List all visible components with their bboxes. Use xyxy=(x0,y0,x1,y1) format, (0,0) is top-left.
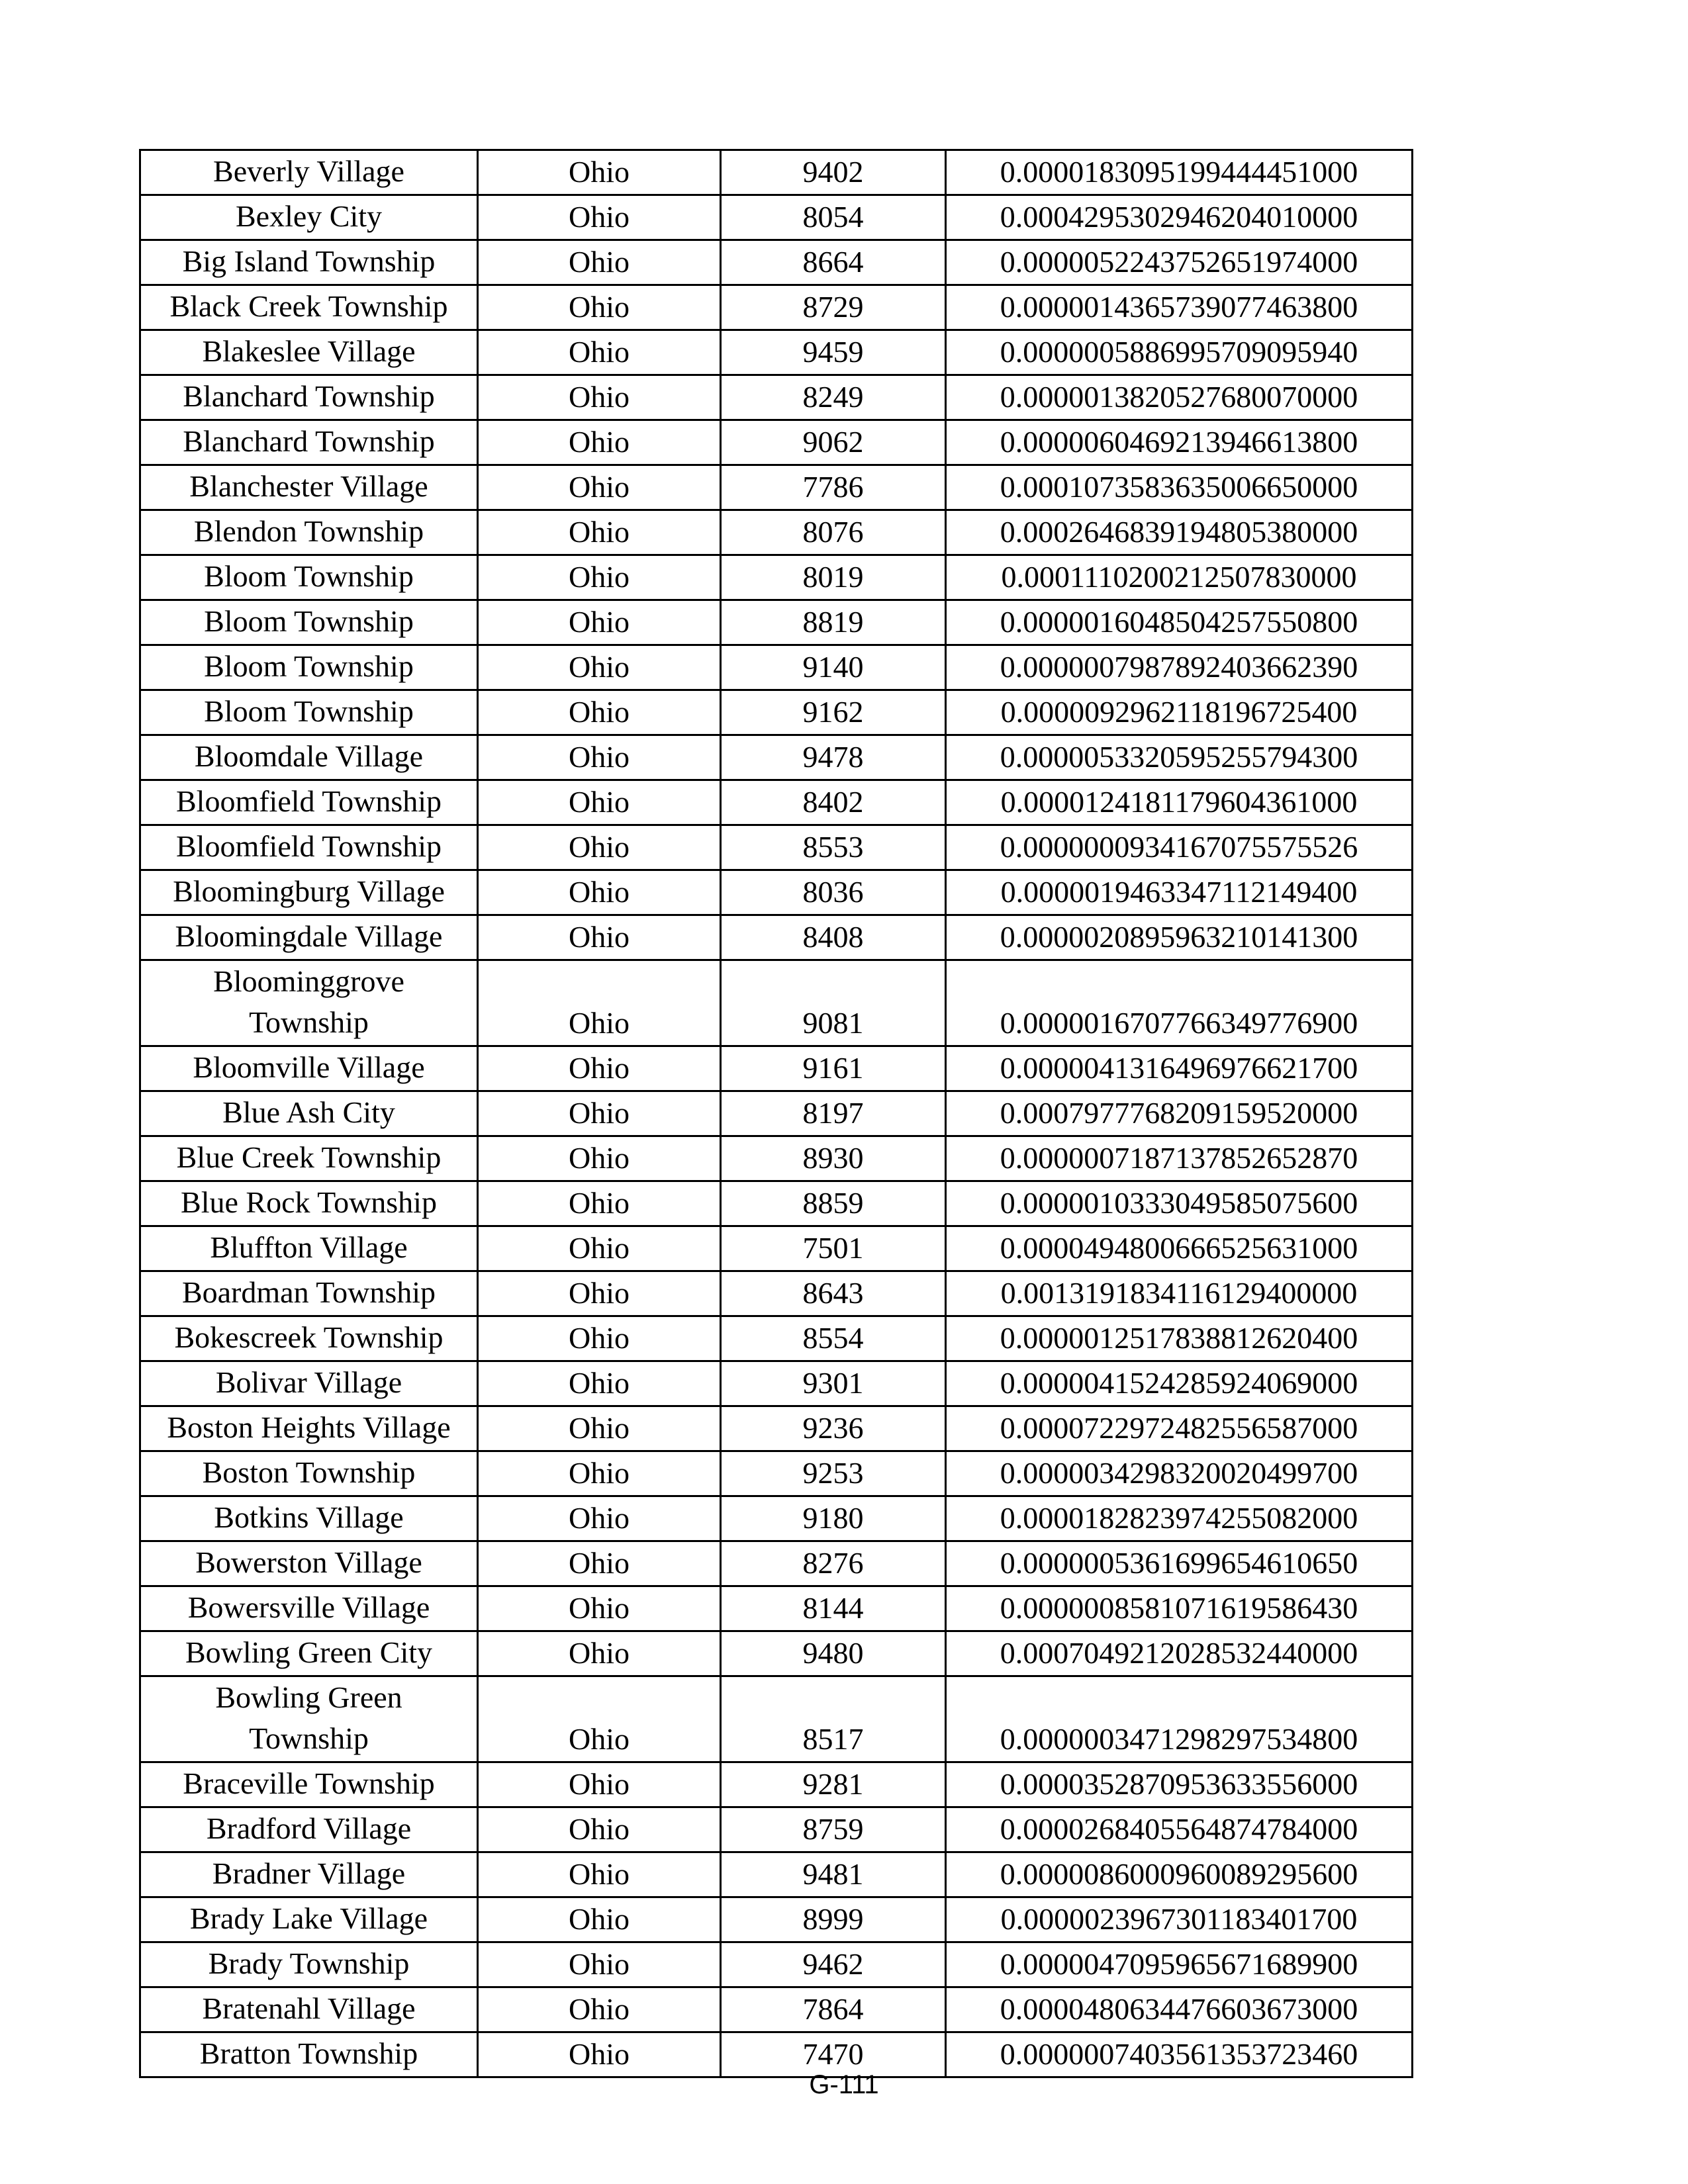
table-row xyxy=(140,1136,1413,1181)
cell-value: 0.0001073583635006650000 xyxy=(946,465,1413,510)
cell-value: 0.0000016707766349776900 xyxy=(946,960,1413,1046)
cell-code: 8999 xyxy=(721,1897,946,1942)
cell-value: 0.0000494800666525631000 xyxy=(946,1226,1413,1271)
table-row xyxy=(140,1762,1413,1807)
table-row xyxy=(140,1091,1413,1136)
cell-name: Big Island Township xyxy=(140,240,478,285)
cell-state: Ohio xyxy=(478,420,721,465)
table-row xyxy=(140,645,1413,690)
cell-code: 9081 xyxy=(721,960,946,1046)
cell-value: 0.0000005361699654610650 xyxy=(946,1541,1413,1586)
cell-value: 0.0000014365739077463800 xyxy=(946,285,1413,330)
cell-name: Bratenahl Village xyxy=(140,1987,478,2032)
table-row xyxy=(140,1631,1413,1676)
cell-value: 0.0000183095199444451000 xyxy=(946,150,1413,195)
cell-state: Ohio xyxy=(478,1496,721,1541)
cell-state: Ohio xyxy=(478,960,721,1046)
cell-code: 8664 xyxy=(721,240,946,285)
cell-code: 8759 xyxy=(721,1807,946,1852)
cell-code: 8019 xyxy=(721,555,946,600)
cell-name: Black Creek Township xyxy=(140,285,478,330)
cell-name: Blakeslee Village xyxy=(140,330,478,375)
table-row xyxy=(140,1987,1413,2032)
table-row xyxy=(140,1316,1413,1361)
cell-code: 9459 xyxy=(721,330,946,375)
cell-state: Ohio xyxy=(478,1942,721,1987)
cell-state: Ohio xyxy=(478,1586,721,1631)
cell-value: 0.0000041524285924069000 xyxy=(946,1361,1413,1406)
cell-state: Ohio xyxy=(478,1807,721,1852)
cell-code: 9236 xyxy=(721,1406,946,1451)
table-row xyxy=(140,1046,1413,1091)
cell-name: Bokescreek Township xyxy=(140,1316,478,1361)
cell-value: 0.0000003471298297534800 xyxy=(946,1676,1413,1762)
table-row xyxy=(140,1361,1413,1406)
cell-name: Bowerston Village xyxy=(140,1541,478,1586)
cell-state: Ohio xyxy=(478,1897,721,1942)
cell-state: Ohio xyxy=(478,240,721,285)
cell-value: 0.0000053320595255794300 xyxy=(946,735,1413,780)
cell-code: 9480 xyxy=(721,1631,946,1676)
cell-code: 8197 xyxy=(721,1091,946,1136)
cell-code: 8249 xyxy=(721,375,946,420)
cell-state: Ohio xyxy=(478,780,721,825)
cell-value: 0.0007049212028532440000 xyxy=(946,1631,1413,1676)
cell-value: 0.0000016048504257550800 xyxy=(946,600,1413,645)
cell-code: 8276 xyxy=(721,1541,946,1586)
cell-value: 0.0000041316496976621700 xyxy=(946,1046,1413,1091)
cell-code: 9402 xyxy=(721,150,946,195)
cell-value: 0.0000268405564874784000 xyxy=(946,1807,1413,1852)
cell-state: Ohio xyxy=(478,735,721,780)
cell-code: 9062 xyxy=(721,420,946,465)
cell-value: 0.0000008581071619586430 xyxy=(946,1586,1413,1631)
cell-state: Ohio xyxy=(478,825,721,870)
table-row xyxy=(140,285,1413,330)
cell-code: 8859 xyxy=(721,1181,946,1226)
table-row xyxy=(140,915,1413,960)
cell-value: 0.0000124181179604361000 xyxy=(946,780,1413,825)
cell-name: Bloom Township xyxy=(140,600,478,645)
cell-code: 8408 xyxy=(721,915,946,960)
table-row xyxy=(140,825,1413,870)
cell-value: 0.0000480634476603673000 xyxy=(946,1987,1413,2032)
table-row xyxy=(140,1897,1413,1942)
cell-name: Blanchard Township xyxy=(140,375,478,420)
cell-state: Ohio xyxy=(478,1316,721,1361)
cell-state: Ohio xyxy=(478,195,721,240)
cell-value: 0.0002646839194805380000 xyxy=(946,510,1413,555)
cell-code: 9478 xyxy=(721,735,946,780)
table-row xyxy=(140,1676,1413,1762)
cell-name: Boston Heights Village xyxy=(140,1406,478,1451)
cell-value: 0.0000060469213946613800 xyxy=(946,420,1413,465)
cell-code: 9301 xyxy=(721,1361,946,1406)
cell-state: Ohio xyxy=(478,1987,721,2032)
table-row xyxy=(140,240,1413,285)
cell-name xyxy=(140,960,478,1046)
cell-value: 0.0001110200212507830000 xyxy=(946,555,1413,600)
cell-name: Bradford Village xyxy=(140,1807,478,1852)
cell-value: 0.0000023967301183401700 xyxy=(946,1897,1413,1942)
cell-name: Blendon Township xyxy=(140,510,478,555)
cell-name: Bloomfield Township xyxy=(140,825,478,870)
cell-code: 8144 xyxy=(721,1586,946,1631)
cell-name-line: Township xyxy=(249,1721,369,1755)
cell-name: Botkins Village xyxy=(140,1496,478,1541)
table-row xyxy=(140,780,1413,825)
cell-name: Blanchard Township xyxy=(140,420,478,465)
cell-name: Blue Ash City xyxy=(140,1091,478,1136)
cell-state: Ohio xyxy=(478,1091,721,1136)
cell-name-line: Bowling Green xyxy=(215,1680,402,1714)
cell-state: Ohio xyxy=(478,1181,721,1226)
cell-state: Ohio xyxy=(478,555,721,600)
cell-state: Ohio xyxy=(478,510,721,555)
cell-code: 9481 xyxy=(721,1852,946,1897)
table-row xyxy=(140,1451,1413,1496)
cell-value: 0.0000013820527680070000 xyxy=(946,375,1413,420)
cell-value: 0.0000034298320020499700 xyxy=(946,1451,1413,1496)
cell-code: 8729 xyxy=(721,285,946,330)
cell-state: Ohio xyxy=(478,1451,721,1496)
cell-name: Bloomingdale Village xyxy=(140,915,478,960)
cell-name: Boston Township xyxy=(140,1451,478,1496)
cell-value: 0.0000352870953633556000 xyxy=(946,1762,1413,1807)
cell-name: Bloom Township xyxy=(140,555,478,600)
cell-value: 0.0000182823974255082000 xyxy=(946,1496,1413,1541)
cell-name: Bloomville Village xyxy=(140,1046,478,1091)
cell-code: 9253 xyxy=(721,1451,946,1496)
cell-value: 0.0000047095965671689900 xyxy=(946,1942,1413,1987)
cell-state: Ohio xyxy=(478,645,721,690)
cell-state: Ohio xyxy=(478,1406,721,1451)
cell-name: Boardman Township xyxy=(140,1271,478,1316)
cell-code: 8036 xyxy=(721,870,946,915)
table-row xyxy=(140,1226,1413,1271)
cell-name: Beverly Village xyxy=(140,150,478,195)
cell-value: 0.0000086000960089295600 xyxy=(946,1852,1413,1897)
cell-value: 0.0000007987892403662390 xyxy=(946,645,1413,690)
cell-state: Ohio xyxy=(478,870,721,915)
table-row xyxy=(140,465,1413,510)
cell-value: 0.0000052243752651974000 xyxy=(946,240,1413,285)
cell-code: 9162 xyxy=(721,690,946,735)
cell-name: Braceville Township xyxy=(140,1762,478,1807)
cell-name: Bloomfield Township xyxy=(140,780,478,825)
cell-code: 8402 xyxy=(721,780,946,825)
cell-state: Ohio xyxy=(478,1271,721,1316)
cell-state: Ohio xyxy=(478,2032,721,2077)
table-row xyxy=(140,150,1413,195)
cell-code: 8930 xyxy=(721,1136,946,1181)
table-row xyxy=(140,195,1413,240)
cell-name: Bluffton Village xyxy=(140,1226,478,1271)
cell-code: 8819 xyxy=(721,600,946,645)
table-row xyxy=(140,555,1413,600)
cell-state: Ohio xyxy=(478,1852,721,1897)
cell-state: Ohio xyxy=(478,600,721,645)
cell-name: Blue Rock Township xyxy=(140,1181,478,1226)
table-row xyxy=(140,690,1413,735)
cell-value: 0.0000012517838812620400 xyxy=(946,1316,1413,1361)
cell-name: Bloomdale Village xyxy=(140,735,478,780)
cell-code: 8054 xyxy=(721,195,946,240)
table-row xyxy=(140,1181,1413,1226)
cell-code: 8553 xyxy=(721,825,946,870)
table-row xyxy=(140,330,1413,375)
cell-code: 7470 xyxy=(721,2032,946,2077)
cell-value: 0.0000722972482556587000 xyxy=(946,1406,1413,1451)
cell-code: 9161 xyxy=(721,1046,946,1091)
cell-name: Blue Creek Township xyxy=(140,1136,478,1181)
cell-name: Blanchester Village xyxy=(140,465,478,510)
cell-state: Ohio xyxy=(478,330,721,375)
data-table xyxy=(139,149,1413,2078)
cell-value: 0.0000010333049585075600 xyxy=(946,1181,1413,1226)
cell-name-line: Township xyxy=(249,1005,369,1039)
cell-state: Ohio xyxy=(478,1762,721,1807)
table-row xyxy=(140,1496,1413,1541)
cell-name xyxy=(140,1676,478,1762)
cell-code: 7501 xyxy=(721,1226,946,1271)
cell-name: Bowling Green City xyxy=(140,1631,478,1676)
cell-name: Brady Township xyxy=(140,1942,478,1987)
table-row xyxy=(140,960,1413,1046)
cell-name: Bloomingburg Village xyxy=(140,870,478,915)
cell-state: Ohio xyxy=(478,1631,721,1676)
cell-value: 0.0000007403561353723460 xyxy=(946,2032,1413,2077)
cell-value: 0.0007977768209159520000 xyxy=(946,1091,1413,1136)
cell-name: Bratton Township xyxy=(140,2032,478,2077)
cell-code: 9281 xyxy=(721,1762,946,1807)
cell-code: 8643 xyxy=(721,1271,946,1316)
cell-value: 0.0000092962118196725400 xyxy=(946,690,1413,735)
cell-value: 0.0013191834116129400000 xyxy=(946,1271,1413,1316)
cell-code: 9140 xyxy=(721,645,946,690)
cell-value: 0.0000000934167075575526 xyxy=(946,825,1413,870)
cell-name: Brady Lake Village xyxy=(140,1897,478,1942)
cell-name: Bolivar Village xyxy=(140,1361,478,1406)
cell-name: Bloom Township xyxy=(140,645,478,690)
table-row xyxy=(140,1271,1413,1316)
cell-name: Bexley City xyxy=(140,195,478,240)
cell-code: 8554 xyxy=(721,1316,946,1361)
cell-code: 7786 xyxy=(721,465,946,510)
cell-state: Ohio xyxy=(478,1676,721,1762)
table-row xyxy=(140,870,1413,915)
cell-code: 7864 xyxy=(721,1987,946,2032)
page-number: G-111 xyxy=(809,2070,879,2099)
cell-code: 8517 xyxy=(721,1676,946,1762)
cell-state: Ohio xyxy=(478,1046,721,1091)
table-row xyxy=(140,510,1413,555)
table-row xyxy=(140,1541,1413,1586)
table-row xyxy=(140,600,1413,645)
cell-value: 0.0004295302946204010000 xyxy=(946,195,1413,240)
cell-state: Ohio xyxy=(478,285,721,330)
table-row xyxy=(140,420,1413,465)
table-row xyxy=(140,1807,1413,1852)
table-row xyxy=(140,735,1413,780)
cell-state: Ohio xyxy=(478,1226,721,1271)
cell-value: 0.0000007187137852652870 xyxy=(946,1136,1413,1181)
cell-state: Ohio xyxy=(478,915,721,960)
cell-state: Ohio xyxy=(478,375,721,420)
cell-state: Ohio xyxy=(478,1136,721,1181)
cell-name-line: Bloominggrove xyxy=(213,964,404,998)
table-row xyxy=(140,1406,1413,1451)
cell-code: 9462 xyxy=(721,1942,946,1987)
cell-value: 0.0000020895963210141300 xyxy=(946,915,1413,960)
cell-state: Ohio xyxy=(478,1541,721,1586)
cell-name: Bowersville Village xyxy=(140,1586,478,1631)
table-body xyxy=(140,150,1413,2077)
cell-value: 0.0000005886995709095940 xyxy=(946,330,1413,375)
cell-state: Ohio xyxy=(478,1361,721,1406)
cell-code: 9180 xyxy=(721,1496,946,1541)
table-row xyxy=(140,1586,1413,1631)
table-row xyxy=(140,1852,1413,1897)
cell-state: Ohio xyxy=(478,465,721,510)
table-row xyxy=(140,375,1413,420)
cell-code: 8076 xyxy=(721,510,946,555)
cell-state: Ohio xyxy=(478,690,721,735)
cell-name: Bradner Village xyxy=(140,1852,478,1897)
cell-state: Ohio xyxy=(478,150,721,195)
cell-value: 0.0000019463347112149400 xyxy=(946,870,1413,915)
table-row xyxy=(140,1942,1413,1987)
cell-name: Bloom Township xyxy=(140,690,478,735)
